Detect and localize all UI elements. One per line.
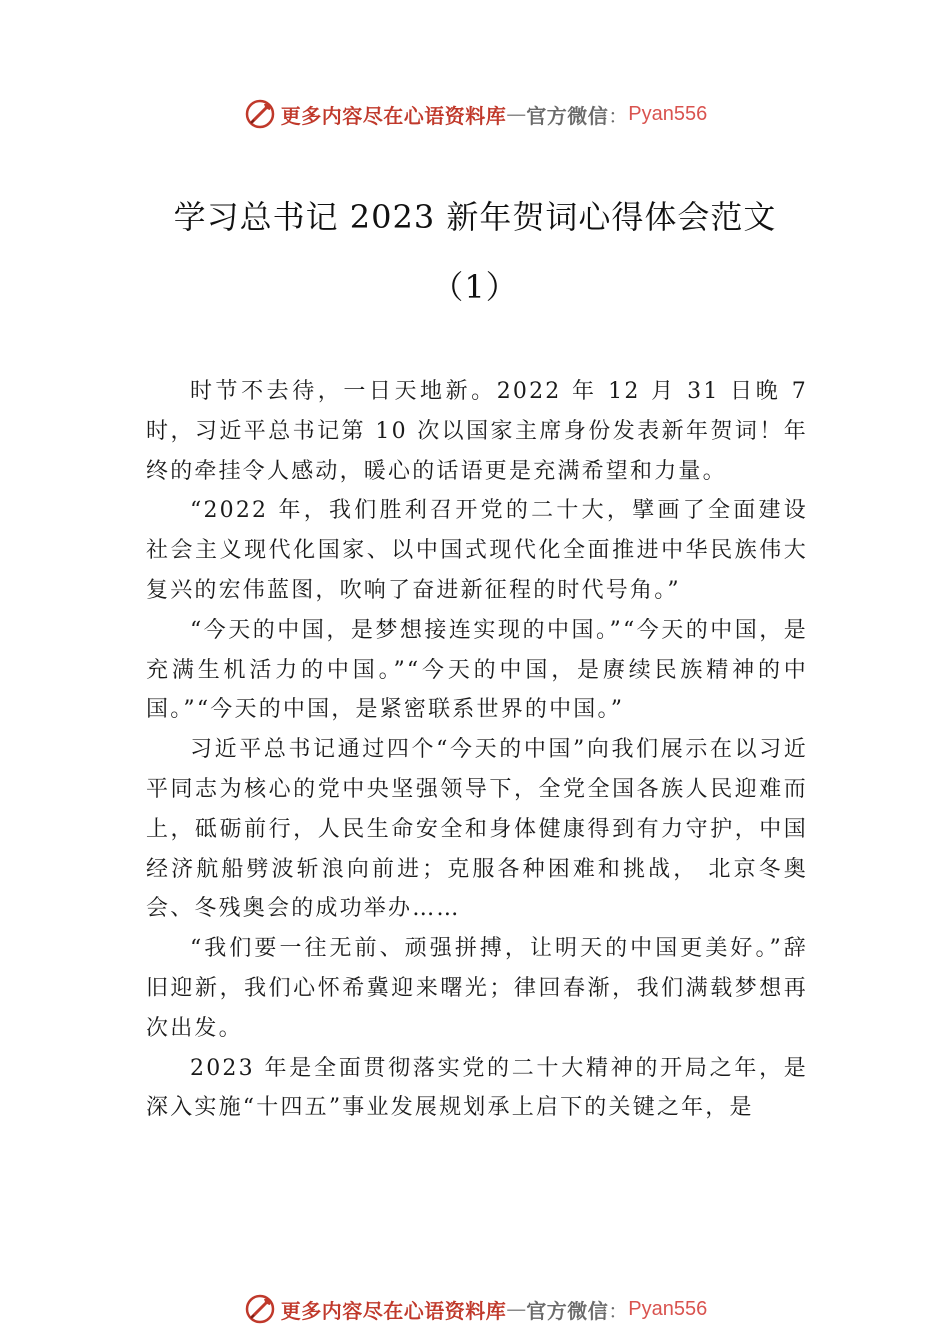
watermark-dash: — bbox=[506, 102, 527, 126]
footer-watermark bbox=[0, 1289, 950, 1329]
paragraph: “我们要一往无前、顽强拼搏，让明天的中国更美好。”辞旧迎新，我们心怀希冀迎来曙光；律回春渐，我们满载梦想再次出发。 bbox=[146, 936, 808, 1041]
watermark-brand: 更多内容尽在心语资料库 bbox=[280, 1298, 507, 1323]
watermark-contact-label: 官方微信 bbox=[526, 1298, 609, 1323]
paragraph: 时节不去待，一日天地新。2022 年 12 月 31 日晚 7 时，习近平总书记第 10 次以国家主席身份发表新年贺词！年终的牵挂令人感动，暖心的话语更是充满希望和力量。 bbox=[146, 379, 808, 484]
paragraph: “2022 年，我们胜利召开党的二十大，擘画了全面建设社会主义现代化国家、以中国式现代化全面推进中华民族伟大复兴的宏伟蓝图，吹响了奋进新征程的时代号角。” bbox=[146, 498, 808, 603]
watermark-separator: ： bbox=[608, 103, 629, 128]
quill-seal-icon bbox=[243, 1292, 277, 1326]
watermark-contact-id: Pyan556 bbox=[628, 1297, 708, 1320]
watermark-contact-id: Pyan556 bbox=[628, 102, 708, 125]
header-watermark bbox=[0, 94, 950, 134]
watermark-contact-label: 官方微信 bbox=[526, 103, 609, 128]
watermark-dash: — bbox=[506, 1297, 527, 1321]
document-title: 学习总书记 2023 新年贺词心得体会范文 bbox=[173, 198, 777, 236]
document-body bbox=[146, 372, 808, 1128]
document-title-number: （1） bbox=[431, 268, 519, 306]
quill-seal-icon bbox=[243, 97, 277, 131]
paragraph: 2023 年是全面贯彻落实党的二十大精神的开局之年，是深入实施“十四五”事业发展规划承上启下的关键之年，是 bbox=[146, 1055, 808, 1121]
paragraph: “今天的中国，是梦想接连实现的中国。”“今天的中国，是充满生机活力的中国。”“今天的中国，是赓续民族精神的中国。”“今天的中国，是紧密联系世界的中国。” bbox=[146, 617, 808, 723]
watermark-brand: 更多内容尽在心语资料库 bbox=[280, 103, 507, 128]
paragraph: 习近平总书记通过四个“今天的中国”向我们展示在以习近平同志为核心的党中央坚强领导下，全党全国各族人民迎难而上，砥砺前行，人民生命安全和身体健康得到有力守护，中国经济航船劈波斩浪向前进；克服各种困难和挑战， 北京冬奥会、冬残奥会的成功举办…… bbox=[146, 737, 808, 922]
watermark-separator: ： bbox=[608, 1298, 629, 1323]
